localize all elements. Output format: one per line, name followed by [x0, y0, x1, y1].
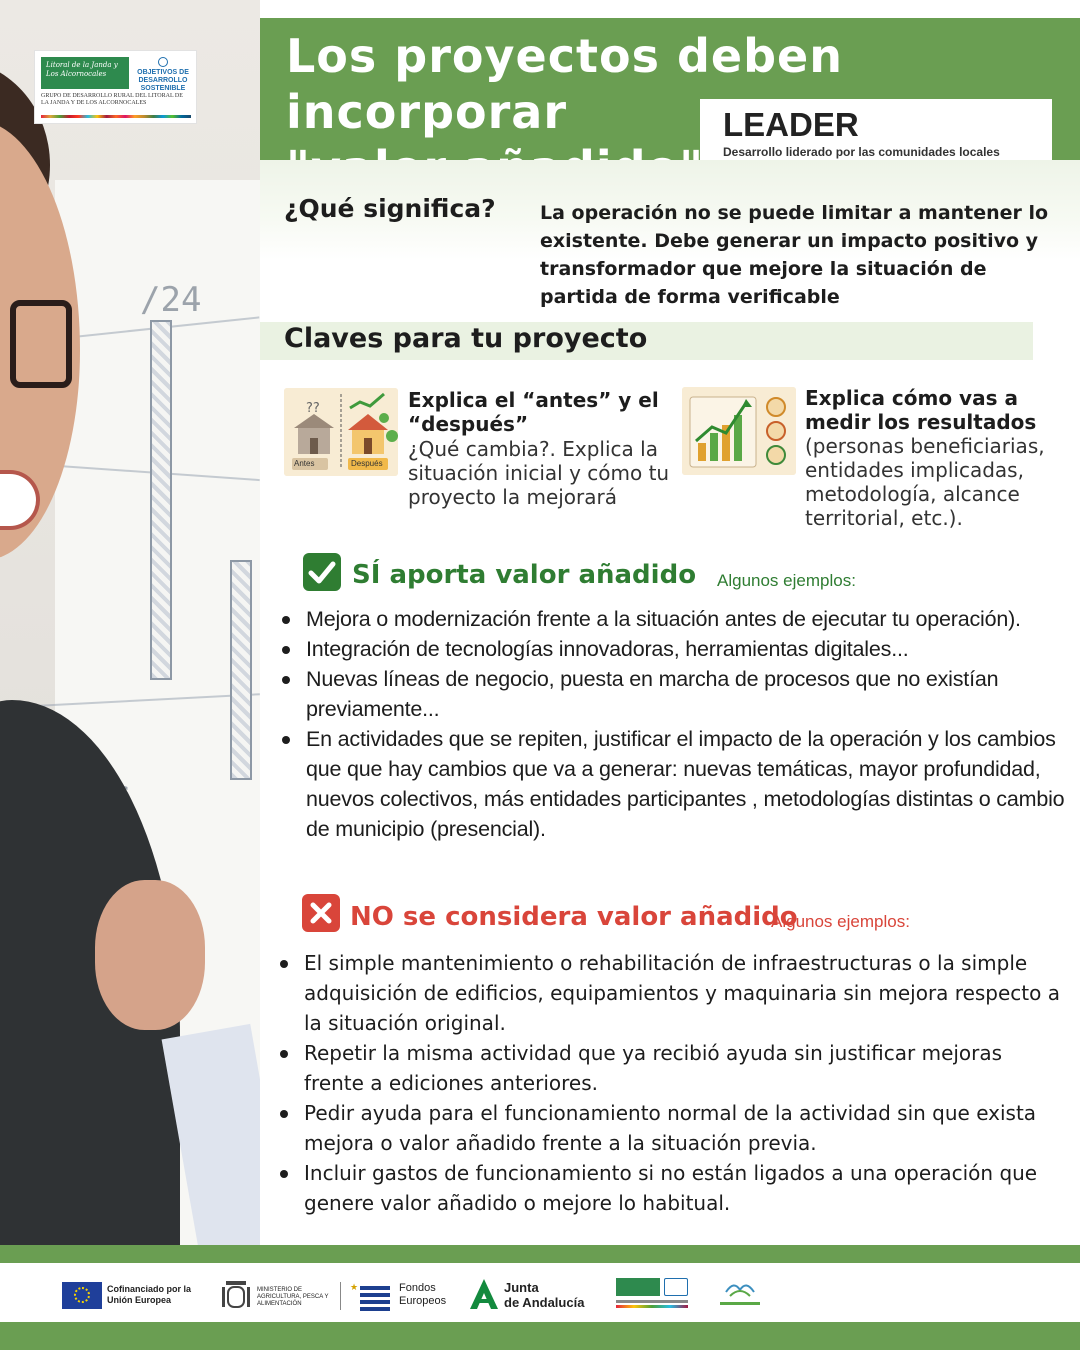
question-label: ¿Qué significa?	[284, 194, 496, 223]
ods-logo	[133, 57, 193, 92]
list-item: Pedir ayuda para el funcionamiento normal de la actividad sin que exista mejora o valor añadido frente a la situación previa.	[278, 1098, 1068, 1158]
footer-bar-top	[0, 1245, 1080, 1263]
checkmark-icon	[303, 553, 341, 591]
gdr-footer-logo	[616, 1278, 690, 1310]
card-before-after-body: ¿Qué cambia?. Explica la situación inicial y cómo tu proyecto la mejorará	[408, 437, 670, 509]
list-item: El simple mantenimiento o rehabilitación de infraestructuras o la simple adquisición de edificios, equipamientos y maquinaria sin mejora respecto a la situación original.	[278, 948, 1068, 1038]
eu-cofinance-text: Cofinanciado por la Unión Europea	[107, 1284, 192, 1305]
junta-line-2: de Andalucía	[504, 1295, 585, 1310]
list-item: Nuevas líneas de negocio, puesta en marcha de procesos que no existían previamente...	[280, 664, 1070, 724]
spain-coat-of-arms-icon	[220, 1277, 252, 1313]
cross-icon	[302, 894, 340, 932]
list-item: En actividades que se repiten, justificar el impacto de la operación y los cambios que que hay cambios que va a generar: nuevas temáticas, mayor profundidad, nuevos colectivos, más entidades participantes , metodologías distintas o cambio de municipio (presencial).	[280, 724, 1070, 844]
chart-bar	[230, 560, 252, 780]
svg-text:??: ??	[306, 401, 320, 416]
list-item: Incluir gastos de funcionamiento si no están ligados a una operación que genere valor añadido o mejore lo habitual.	[278, 1158, 1068, 1218]
before-after-house-icon	[284, 388, 398, 476]
yes-section-note: Algunos ejemplos:	[717, 571, 856, 590]
growth-chart-icon	[682, 387, 796, 475]
fondos-europeos-icon	[350, 1280, 392, 1312]
chart-bar	[150, 320, 172, 680]
title-line-1: Los proyectos deben incorporar	[286, 29, 843, 139]
glasses	[10, 300, 72, 388]
card-measure-body: (personas beneficiarias, entidades implicadas, metodología, alcance territorial, etc.).	[805, 434, 1045, 530]
leader-subtitle: Desarrollo liderado por las comunidades locales	[723, 145, 1000, 159]
un-globe-icon	[158, 57, 168, 67]
junta-andalucia-text	[504, 1280, 584, 1310]
junta-line-1: Junta	[504, 1280, 539, 1295]
eu-flag-icon	[62, 1282, 102, 1309]
yes-examples-list	[280, 604, 1070, 844]
gdr-brand: Litoral de la Janda y Los Alcornocales	[41, 57, 129, 89]
list-item: Integración de tecnologías innovadoras, herramientas digitales...	[280, 634, 1070, 664]
raised-fist	[95, 880, 205, 1030]
divider	[340, 1282, 341, 1310]
no-section-title: NO se considera valor añadido	[350, 902, 798, 932]
yes-section-title: SÍ aporta valor añadido	[352, 560, 697, 590]
gdr-group-name: GRUPO DE DESARROLLO RURAL DEL LITORAL DE LA JANDA Y DE LOS ALCORNOCALES	[41, 93, 183, 106]
card-measure-heading: Explica cómo vas a medir los resultados	[805, 386, 1037, 434]
before-tag: Antes	[294, 459, 315, 468]
ods-text: OBJETIVOS DE DESARROLLO SOSTENIBLE	[137, 69, 189, 92]
footer-bar-bottom	[0, 1322, 1080, 1350]
list-item: Mejora o modernización frente a la situación antes de ejecutar tu operación).	[280, 604, 1070, 634]
no-examples-list	[278, 948, 1068, 1218]
ods-color-strip	[41, 115, 191, 118]
fondos-europeos-text: Fondos Europeos	[399, 1282, 447, 1307]
gdr-logo	[34, 50, 197, 124]
svg-text:★: ★	[350, 1283, 359, 1293]
hero-photo	[0, 0, 260, 1245]
claves-title: Claves para tu proyecto	[284, 323, 648, 354]
board-scribble: ∕24	[140, 280, 202, 320]
partner-logo	[716, 1278, 764, 1310]
leader-title: LEADER	[723, 106, 859, 143]
no-section-note: Algunos ejemplos:	[771, 912, 910, 931]
ministerio-text: MINISTERIO DE AGRICULTURA, PESCA Y ALIMENTACIÓN	[257, 1287, 329, 1307]
after-tag: Después	[351, 459, 383, 468]
question-text: La operación no se puede limitar a mantener lo existente. Debe generar un impacto positivo y transformador que mejore la situación de partida de forma verificable	[540, 202, 1049, 308]
list-item: Repetir la misma actividad que ya recibió ayuda sin justificar mejoras frente a ediciones anteriores.	[278, 1038, 1068, 1098]
junta-andalucia-icon	[468, 1277, 500, 1311]
card-before-after-heading: Explica el “antes” y el “después”	[408, 388, 659, 436]
